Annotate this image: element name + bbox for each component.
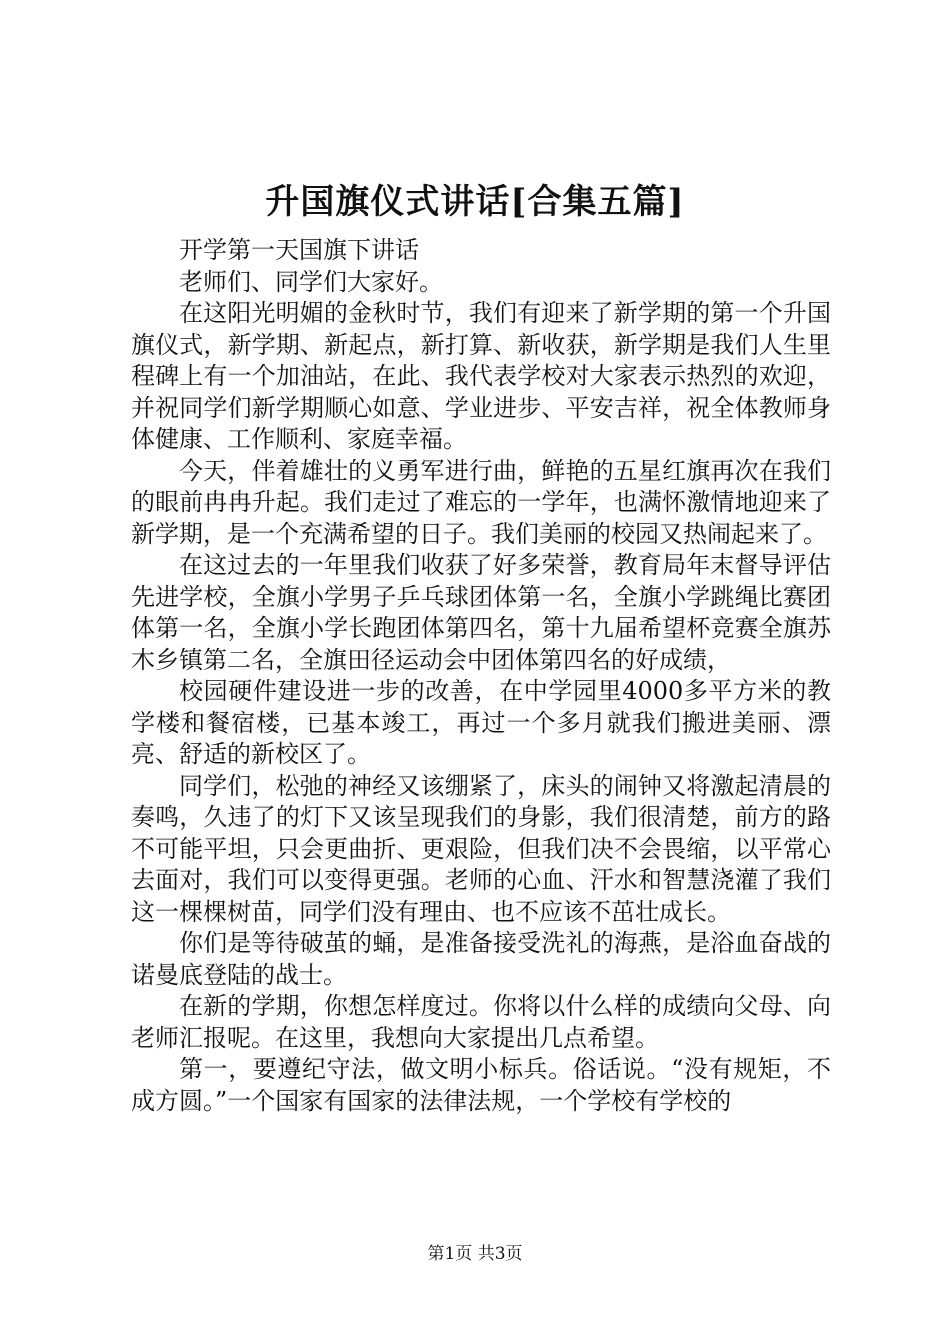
paragraph: 第一，要遵纪守法，做文明小标兵。俗话说。“没有规矩，不成方圆。”一个国家有国家的法律法规，一个学校有学校的	[131, 1055, 831, 1115]
paragraph: 同学们，松弛的神经又该绷紧了，床头的闹钟又将激起清晨的奏鸣，久违了的灯下又该呈现我们的身影，我们很清楚，前方的路不可能平坦，只会更曲折、更艰险，但我们决不会畏缩，以平常心去面对，我们可以变得更强。老师的心血、汗水和智慧浇灌了我们这一棵棵树苗，同学们没有理由、也不应该不茁壮成长。	[131, 771, 831, 926]
paragraph: 你们是等待破茧的蛹，是准备接受洗礼的海燕，是浴血奋战的诺曼底登陆的战士。	[131, 929, 831, 989]
paragraph-subtitle: 开学第一天国旗下讲话	[179, 236, 419, 264]
document-body	[131, 235, 831, 1117]
paragraph-greeting: 老师们、同学们大家好。	[179, 267, 443, 296]
document-title: 升国旗仪式讲话[合集五篇]	[265, 182, 685, 222]
paragraph: 在这阳光明媚的金秋时节，我们有迎来了新学期的第一个升国旗仪式，新学期、新起点，新打算、新收获，新学期是我们人生里程碑上有一个加油站，在此、我代表学校对大家表示热烈的欢迎，并祝同学们新学期顺心如意、学业进步、平安吉祥，祝全体教师身体健康、工作顺利、家庭幸福。	[131, 299, 831, 453]
paragraph: 校园硬件建设进一步的改善，在中学园里4000多平方米的教学楼和餐宿楼，已基本竣工，再过一个多月就我们搬进美丽、漂亮、舒适的新校区了。	[131, 677, 831, 768]
page-footer: 第1页 共3页	[427, 1244, 523, 1264]
paragraph: 今天，伴着雄壮的义勇军进行曲，鲜艳的五星红旗再次在我们的眼前冉冉升起。我们走过了难忘的一学年，也满怀激情地迎来了新学期，是一个充满希望的日子。我们美丽的校园又热闹起来了。	[131, 456, 831, 548]
paragraph: 在新的学期，你想怎样度过。你将以什么样的成绩向父母、向老师汇报呢。在这里，我想向大家提出几点希望。	[131, 992, 831, 1052]
paragraph: 在这过去的一年里我们收获了好多荣誉，教育局年末督导评估先进学校，全旗小学男子乒乓球团体第一名，全旗小学跳绳比赛团体第一名，全旗小学长跑团体第四名，第十九届希望杯竞赛全旗苏木乡镇第二名，全旗田径运动会中团体第四名的好成绩，	[131, 551, 831, 674]
